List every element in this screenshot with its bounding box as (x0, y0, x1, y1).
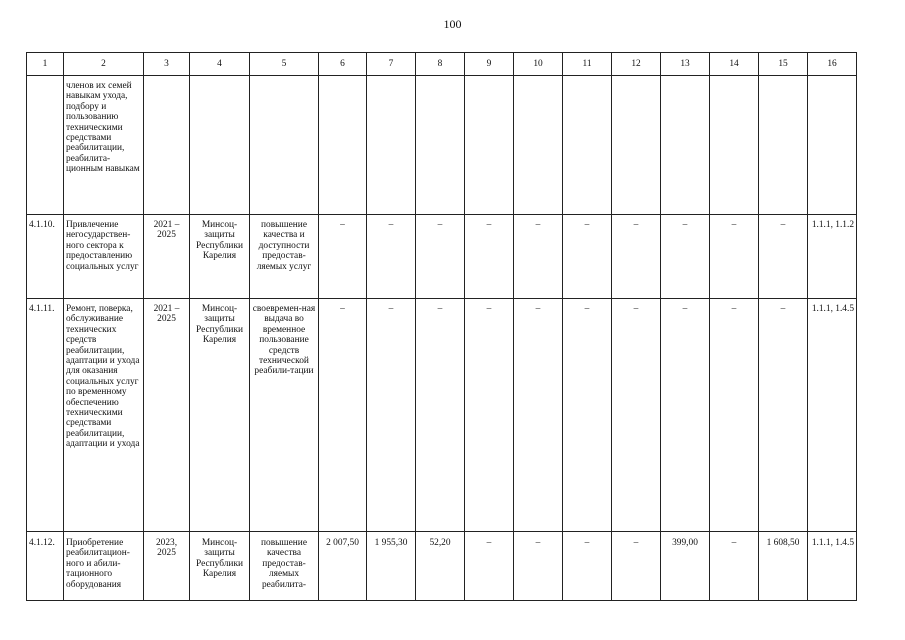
value-cell: – (465, 532, 514, 601)
column-header: 1 (27, 53, 64, 76)
activity-result: своевремен-ная выдача во временное пользование средств технической реабили-тации (250, 299, 319, 532)
column-header: 14 (710, 53, 759, 76)
value-cell: – (563, 215, 612, 299)
column-header: 2 (64, 53, 144, 76)
column-header: 10 (514, 53, 563, 76)
table-row (27, 299, 857, 532)
activity-years: 2021 – 2025 (144, 299, 190, 532)
column-header: 6 (319, 53, 367, 76)
value-cell: – (563, 299, 612, 532)
value-cell (514, 76, 563, 215)
value-cell: 1 608,50 (759, 532, 808, 601)
indicator-ref: 1.1.1, 1.1.2 (808, 215, 857, 299)
column-header: 5 (250, 53, 319, 76)
activity-years (144, 76, 190, 215)
value-cell: – (319, 299, 367, 532)
activity-number: 4.1.11. (27, 299, 64, 532)
activity-executor: Минсоц-защиты Республики Карелия (190, 532, 250, 601)
column-header: 8 (416, 53, 465, 76)
activity-executor (190, 76, 250, 215)
indicator-ref: 1.1.1, 1.4.5 (808, 532, 857, 601)
table-header-row (27, 53, 857, 76)
activity-name: Ремонт, поверка, обслуживание технических средств реабилитации, адаптации и ухода для оказания социальных услуг по временному обеспечению техническими средствами реабилитации, адаптации и ухода (64, 299, 144, 532)
value-cell: – (416, 215, 465, 299)
activity-number (27, 76, 64, 215)
value-cell (759, 76, 808, 215)
indicator-ref: 1.1.1, 1.4.5 (808, 299, 857, 532)
column-header: 12 (612, 53, 661, 76)
value-cell (465, 76, 514, 215)
value-cell (563, 76, 612, 215)
value-cell: 399,00 (661, 532, 710, 601)
value-cell: 52,20 (416, 532, 465, 601)
value-cell (710, 76, 759, 215)
value-cell: 1 955,30 (367, 532, 416, 601)
value-cell: – (612, 215, 661, 299)
value-cell (612, 76, 661, 215)
activity-name: Приобретение реабилитацион-ного и абили-тационного оборудования (64, 532, 144, 601)
value-cell: – (514, 299, 563, 532)
value-cell: – (514, 215, 563, 299)
value-cell: – (416, 299, 465, 532)
indicator-ref (808, 76, 857, 215)
value-cell: – (563, 532, 612, 601)
column-header: 9 (465, 53, 514, 76)
activity-executor: Минсоц-защиты Республики Карелия (190, 299, 250, 532)
activity-name: Привлечение негосударствен-ного сектора к предоставлению социальных услуг (64, 215, 144, 299)
value-cell: – (759, 215, 808, 299)
activity-result: повышение качества предостав-ляемых реабилита- (250, 532, 319, 601)
activity-name: членов их семей навыкам ухода, подбору и пользованию техническими средствами реабилитации, реабилита-ционным навыкам (64, 76, 144, 215)
column-header: 3 (144, 53, 190, 76)
value-cell: – (465, 299, 514, 532)
column-header: 7 (367, 53, 416, 76)
value-cell: – (710, 532, 759, 601)
value-cell: – (319, 215, 367, 299)
value-cell: – (514, 532, 563, 601)
value-cell: – (710, 215, 759, 299)
activity-result: повышение качества и доступности предостав-ляемых услуг (250, 215, 319, 299)
activity-result (250, 76, 319, 215)
value-cell: – (759, 299, 808, 532)
value-cell (416, 76, 465, 215)
page-number: 100 (443, 17, 462, 31)
value-cell: – (612, 532, 661, 601)
column-header: 16 (808, 53, 857, 76)
activity-executor: Минсоц-защиты Республики Карелия (190, 215, 250, 299)
value-cell (367, 76, 416, 215)
activity-number: 4.1.12. (27, 532, 64, 601)
value-cell: – (367, 299, 416, 532)
column-header: 15 (759, 53, 808, 76)
value-cell: – (661, 299, 710, 532)
value-cell (319, 76, 367, 215)
value-cell (661, 76, 710, 215)
activity-years: 2021 – 2025 (144, 215, 190, 299)
value-cell: – (465, 215, 514, 299)
column-header: 11 (563, 53, 612, 76)
value-cell: – (710, 299, 759, 532)
value-cell: 2 007,50 (319, 532, 367, 601)
activity-number: 4.1.10. (27, 215, 64, 299)
program-activities-table (26, 52, 857, 601)
table-row (27, 532, 857, 601)
value-cell: – (367, 215, 416, 299)
value-cell: – (612, 299, 661, 532)
table-row (27, 76, 857, 215)
column-header: 13 (661, 53, 710, 76)
value-cell: – (661, 215, 710, 299)
activity-years: 2023, 2025 (144, 532, 190, 601)
table-row (27, 215, 857, 299)
column-header: 4 (190, 53, 250, 76)
